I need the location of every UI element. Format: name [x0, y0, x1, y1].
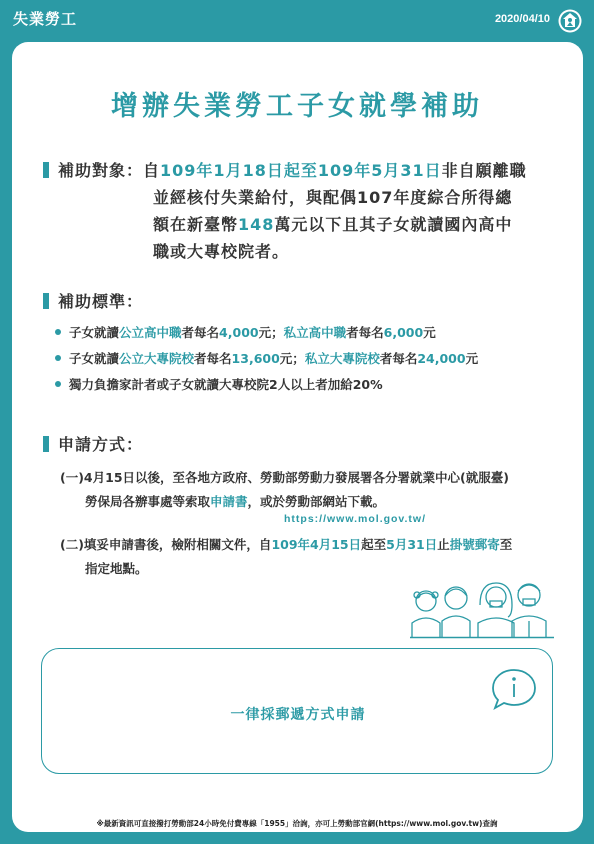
text-fragment: 者每名: [346, 325, 384, 340]
apply-step-2-line-2: 指定地點。: [85, 561, 148, 576]
list-item: [55, 320, 478, 346]
amount: 6,000: [383, 325, 424, 340]
apply-step-2-line-1: [60, 533, 512, 557]
text-fragment: 自: [143, 161, 161, 180]
notice-box: [41, 648, 553, 774]
text-fragment: 額在新臺幣: [153, 215, 239, 234]
eligibility-line-3: [43, 211, 527, 238]
page-title: 增辦失業勞工子女就學補助: [111, 91, 483, 122]
list-item: [55, 346, 478, 372]
text-fragment: 者每名: [379, 351, 418, 366]
eligibility-period: 109年1月18日起至109年5月31日: [160, 161, 442, 180]
apply-step-1-line-1: (一)4月15日以後，至各地方政府、勞動部勞動力發展署各分署就業中心(就服臺): [60, 470, 509, 485]
text-fragment: (二)填妥申請書後，檢附相關文件，自: [60, 537, 272, 552]
text-fragment: 者每名: [194, 351, 232, 366]
top-bar: [0, 0, 594, 40]
date-highlight: 5月31日: [386, 537, 438, 552]
text-fragment: 至: [499, 537, 513, 552]
amount: 4,000: [219, 325, 259, 340]
text-fragment: 元；: [258, 325, 284, 340]
bullet-dot: [55, 329, 61, 335]
standard-heading-text: 補助標準：: [58, 292, 144, 311]
eligibility-heading: 補助對象：: [58, 161, 144, 180]
bullet-dot: [55, 381, 61, 387]
list-item: [55, 372, 478, 398]
text-fragment: 元: [465, 351, 479, 366]
apply-step-1-line-2: [60, 490, 509, 514]
text-fragment: 勞保局各辦事處等索取: [85, 494, 211, 509]
section-marker: [43, 162, 49, 178]
application-form-link[interactable]: 申請書: [210, 494, 248, 509]
text-fragment: 萬元以下且其子女就讀國內高中: [274, 215, 513, 234]
text-fragment: 者每名: [181, 325, 220, 340]
text-fragment: 獨力負擔家計者或子女就讀大專校院2人以上者加給20%: [69, 377, 383, 392]
apply-heading-text: 申請方式：: [58, 435, 144, 454]
text-fragment: 子女就讀: [69, 325, 120, 340]
text-fragment: 子女就讀: [69, 351, 120, 366]
eligibility-line-4: 職或大專校院者。: [153, 242, 290, 261]
highlight-text: 公立高中職: [119, 325, 182, 340]
mol-website-link[interactable]: https://www.mol.gov.tw/: [284, 513, 426, 525]
highlight-text: 私立大專院校: [304, 351, 380, 366]
info-bubble-icon: [490, 667, 538, 711]
text-fragment: 非自願離職: [441, 161, 527, 180]
apply-heading: [43, 432, 143, 455]
amount: 24,000: [417, 351, 466, 366]
notice-text: 一律採郵遞方式申請: [230, 707, 366, 723]
highlight-text: 私立高中職: [283, 325, 347, 340]
standard-list: [55, 320, 478, 398]
eligibility-line-1: [43, 157, 527, 184]
category-label: 失業勞工: [13, 10, 78, 28]
text-fragment: 起至: [361, 537, 387, 552]
eligibility-line-2: 並經核付失業給付，與配偶107年度綜合所得總: [153, 188, 513, 207]
family-illustration: [408, 565, 556, 639]
text-fragment: 元: [423, 325, 436, 340]
text-fragment: 元；: [279, 351, 305, 366]
eligibility-section: [43, 157, 527, 265]
apply-step-1: [60, 466, 509, 514]
bullet-dot: [55, 355, 61, 361]
standard-heading: [43, 289, 143, 312]
publish-date: 2020/04/10: [494, 13, 550, 25]
registered-mail-highlight: 掛號郵寄: [449, 537, 500, 552]
mol-logo-icon: [558, 9, 582, 33]
text-fragment: ，或於勞動部網站下載。: [247, 494, 386, 509]
text-fragment: 止: [437, 537, 450, 552]
highlight-text: 公立大專院校: [119, 351, 195, 366]
footer-note: ※最新資訊可直接撥打勞動部24小時免付費專線「1955」洽詢，亦可上勞動部官網(https://www.mol.gov.tw)查詢: [96, 819, 498, 828]
income-limit: 148: [238, 215, 275, 234]
date-highlight: 109年4月15日: [271, 537, 362, 552]
amount: 13,600: [231, 351, 280, 366]
section-marker: [43, 293, 49, 309]
section-marker: [43, 436, 49, 452]
